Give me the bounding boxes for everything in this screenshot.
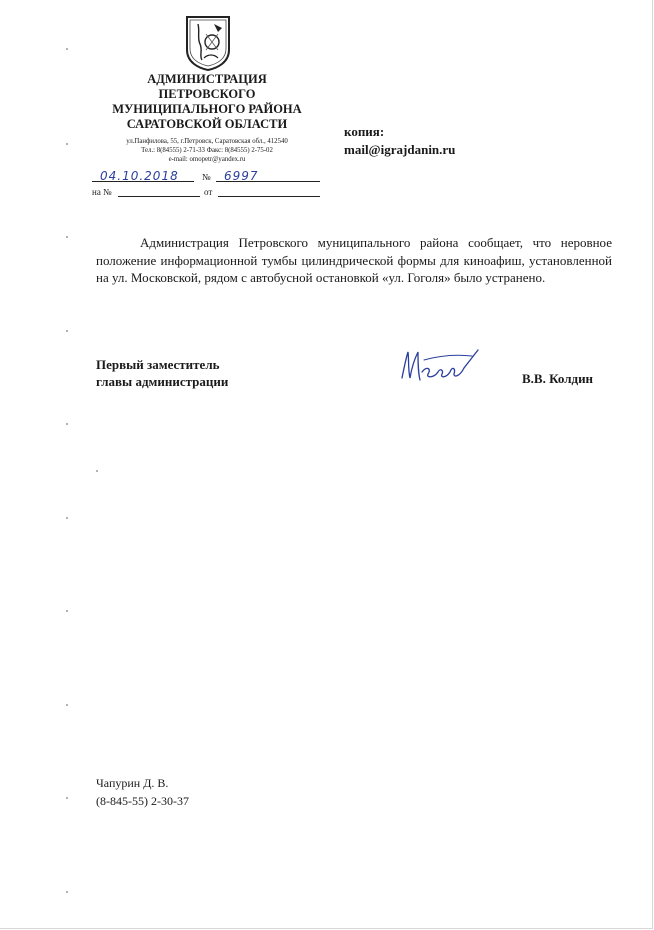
executor-name: Чапурин Д. В. <box>96 776 169 790</box>
margin-dot <box>66 704 68 706</box>
margin-dot <box>66 423 68 425</box>
ref-number-label: на № <box>92 187 112 197</box>
margin-dot <box>66 517 68 519</box>
margin-dot <box>66 330 68 332</box>
margin-dot <box>66 48 68 50</box>
margin-dot <box>66 143 68 145</box>
coat-of-arms-icon <box>184 14 232 72</box>
executor-info <box>96 774 189 810</box>
handwritten-date: 04.10.2018 <box>100 169 179 183</box>
organization-name <box>96 72 318 132</box>
margin-dot <box>66 891 68 893</box>
copy-label: копия: <box>344 124 385 139</box>
ref-number-underline <box>118 196 200 197</box>
signer-name: В.В. Колдин <box>522 371 594 386</box>
outgoing-registration-line <box>92 168 324 184</box>
handwritten-signature-icon <box>394 344 482 386</box>
org-name-line: МУНИЦИПАЛЬНОГО РАЙОНА <box>112 102 302 116</box>
margin-dot <box>96 470 98 472</box>
address-line: ул.Панфилова, 55, г.Петровск, Саратовская обл., 412540 <box>126 138 288 145</box>
number-label: № <box>202 172 211 182</box>
margin-dot <box>66 797 68 799</box>
organization-contacts <box>96 137 318 164</box>
copy-email: mail@igrajdanin.ru <box>344 142 456 157</box>
position-line: Первый заместитель <box>96 357 220 372</box>
phone-fax-line: Тел.: 8(84555) 2-71-33 Факс: 8(84555) 2-75-02 <box>141 147 273 154</box>
ref-date-underline <box>218 196 320 197</box>
signatory-position <box>96 356 228 390</box>
reference-registration-line <box>92 183 324 199</box>
letter-body: Администрация Петровского муниципального района сообщает, что неровное положение информационной тумбы цилиндрической формы для киноафиш, установленной на ул. Московской, рядом с автобусной остановкой «ул. Гоголя» было устранено. <box>96 235 612 285</box>
email-line: e-mail: omopetr@yandex.ru <box>168 156 246 163</box>
handwritten-number: 6997 <box>224 169 259 183</box>
copy-recipient <box>344 123 455 159</box>
margin-dot <box>66 236 68 238</box>
margin-dot <box>66 610 68 612</box>
ref-date-label: от <box>204 187 213 197</box>
org-name-line: АДМИНИСТРАЦИЯ <box>147 72 267 86</box>
executor-phone: (8-845-55) 2-30-37 <box>96 794 189 808</box>
org-name-line: ПЕТРОВСКОГО <box>158 87 256 101</box>
org-name-line: САРАТОВСКОЙ ОБЛАСТИ <box>126 117 288 131</box>
position-line: главы администрации <box>96 374 229 389</box>
